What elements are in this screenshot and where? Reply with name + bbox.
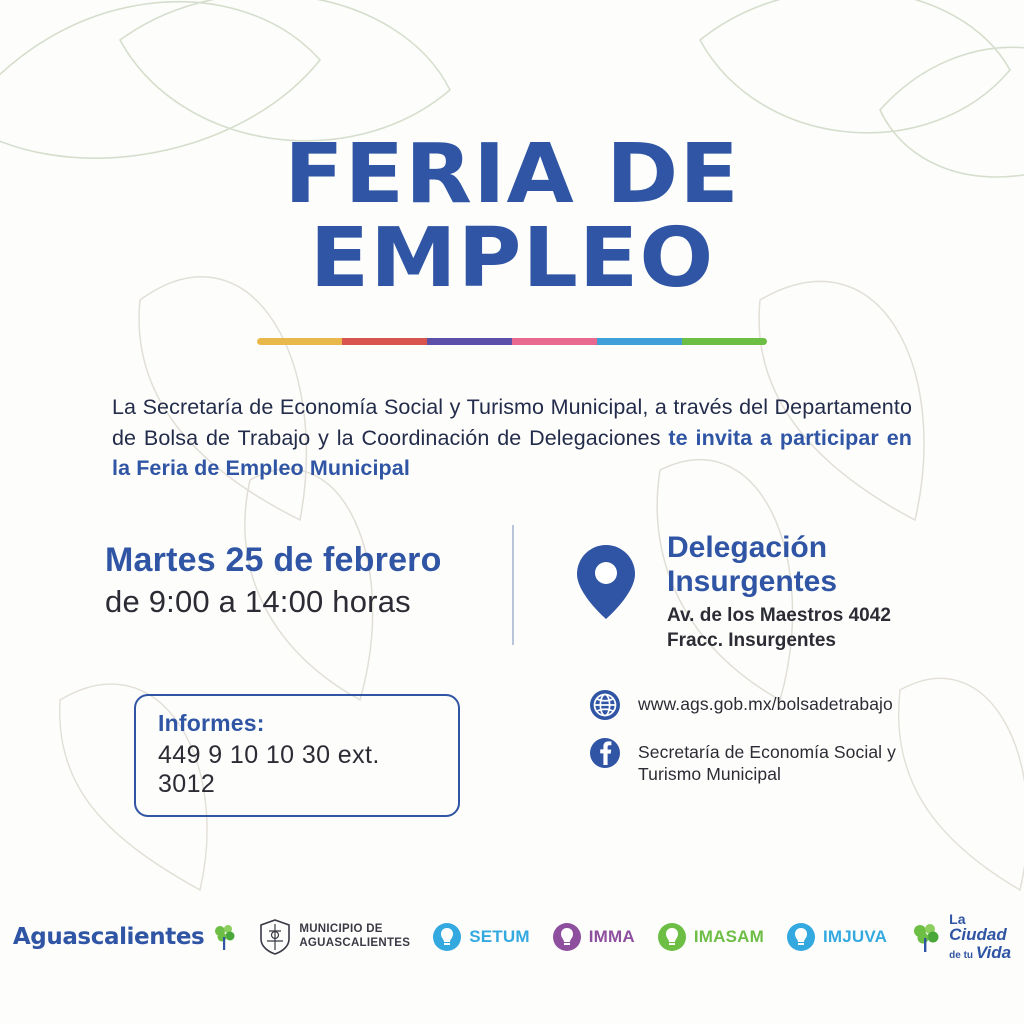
informes-label: Informes: — [158, 710, 265, 736]
logo-municipio — [259, 919, 410, 955]
municipio-line-2: AGUASCALIENTES — [299, 936, 411, 949]
venue-address-line-2: Fracc. Insurgentes — [667, 629, 836, 651]
venue-name-line-1: Delegación — [667, 531, 828, 564]
event-place-block — [575, 531, 975, 654]
venue-name-line-2: Insurgentes — [667, 564, 838, 598]
contact-info-box — [134, 694, 460, 817]
invitation-paragraph — [112, 392, 912, 484]
invitation-text-bold: te invita a participar en la Feria de Empleo Municipal — [112, 425, 912, 481]
footer-logo-bar — [0, 912, 1024, 962]
imma-mark-icon — [552, 922, 582, 952]
logo-la-ciudad-de-tu-vida — [909, 912, 1011, 962]
logo-imjuva — [786, 922, 887, 952]
date-and-place-band — [0, 525, 1024, 665]
imasam-label: IMASAM — [693, 926, 764, 946]
facebook-page-line-2: Turismo Municipal — [638, 764, 782, 785]
website-row[interactable] — [588, 688, 968, 722]
title-line-1: FERIA DE — [284, 127, 740, 222]
website-url: www.ags.gob.mx/bolsadetrabajo — [638, 694, 893, 714]
rule-segment-6 — [682, 338, 767, 345]
logo-imasam — [657, 922, 764, 952]
facebook-page-line-1: Secretaría de Economía Social y — [638, 742, 896, 762]
facebook-row[interactable] — [588, 736, 968, 786]
municipio-line-1: MUNICIPIO DE — [299, 923, 383, 936]
contact-links — [588, 688, 968, 800]
imasam-mark-icon — [657, 922, 687, 952]
rule-segment-1 — [257, 338, 342, 345]
ciudad-line-4: Vida — [975, 943, 1012, 963]
aguascalientes-wordmark: Aguascalientes — [12, 923, 205, 950]
logo-imma — [552, 922, 635, 952]
ciudad-line-2: de tu — [949, 950, 974, 962]
vertical-divider — [512, 525, 514, 645]
municipio-shield-icon — [259, 919, 291, 955]
location-pin-icon — [575, 543, 637, 621]
color-rule-divider — [257, 338, 767, 345]
invitation-text-regular: La Secretaría de Economía Social y Turismo Municipal, a través del Departamento de Bolsa de Trabajo y la Coordinación de Delegaciones — [112, 395, 912, 450]
poster-title — [0, 127, 1024, 306]
globe-icon — [588, 688, 622, 722]
ciudad-tree-icon — [909, 920, 943, 954]
ciudad-line-3: Ciudad — [949, 925, 1007, 945]
imjuva-mark-icon — [786, 922, 816, 952]
event-time: de 9:00 a 14:00 horas — [105, 584, 411, 619]
rule-segment-5 — [597, 338, 682, 345]
imma-label: IMMA — [588, 926, 635, 946]
informes-phone-number: 449 9 10 10 30 ext. 3012 — [158, 741, 380, 798]
setum-mark-icon — [432, 922, 462, 952]
ciudad-line-1: La — [949, 910, 966, 927]
rule-segment-2 — [342, 338, 427, 345]
rule-segment-3 — [427, 338, 512, 345]
event-date-block — [105, 541, 495, 620]
setum-label: SETUM — [469, 926, 530, 946]
logo-aguascalientes — [13, 922, 237, 952]
imjuva-label: IMJUVA — [822, 926, 888, 946]
rule-segment-4 — [512, 338, 597, 345]
aguascalientes-tree-icon — [211, 922, 237, 952]
event-date: Martes 25 de febrero — [105, 541, 442, 579]
facebook-icon — [588, 736, 622, 770]
venue-address-line-1: Av. de los Maestros 4042 — [667, 605, 891, 627]
logo-setum — [432, 922, 530, 952]
title-line-2: EMPLEO — [309, 210, 715, 306]
